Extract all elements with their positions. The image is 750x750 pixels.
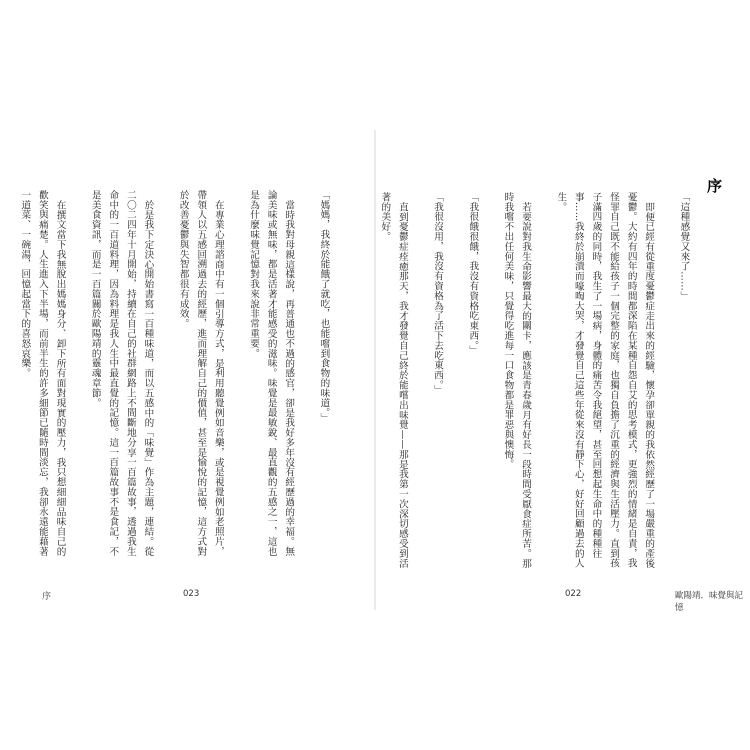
left-folio: 023 <box>183 589 200 599</box>
left-paragraph-2: 當時我對母親這樣說，再普通也不過的感官，卻是我好多年沒有經歷過的幸福。無論美味或無味，都是活著才能感受的滋味。味覺是最敏銳、最直觀的五感之一，這也是為什麼味覺記憶對我來說非常重要。 <box>248 190 295 557</box>
left-paragraph-1: 「媽媽，我終於能餓了就吃，也能嚐到食物的味道。」 <box>318 190 330 423</box>
right-paragraph-6: 直到憂鬱症痊癒那天，我才發覺自己終於能嚐出味覺——那是我第一次深切感受到活著的美好。 <box>379 192 408 568</box>
right-paragraph-2: 即便已經有從重度憂鬱症走出來的經驗，懷孕卻單親的我依然經歷了一場嚴重的產後憂鬱。大約有四年的時間都深陷在某種自怨自艾的思考模式，更強烈的情緒是自責，我怪罪自己既不能給孩子一個完整的家庭，也獨自負擔了沉重的經濟與生活壓力。直到孩子滿四歲的同時，我生了一場病，身體的痛苦令我絕望，甚至回想起生命中的種種往事……我終於崩潰而嚎啕大哭，才發覺自己這些年從來沒有靜下心，好好回顧過去的人生。 <box>555 192 655 569</box>
chapter-title: 序 <box>705 178 723 195</box>
right-paragraph-4: 「我很餓很餓，我沒有資格吃東西。」 <box>467 192 479 356</box>
right-paragraph-5: 「我很沒用，我沒有資格為了活下去吃東西。」 <box>432 192 444 396</box>
left-running-head: 序 <box>42 592 52 602</box>
left-page-body <box>19 190 350 560</box>
right-page-body <box>379 192 710 572</box>
right-folio: 022 <box>565 589 582 599</box>
left-paragraph-3: 在專業心理諮商中有一個引導方式，是利用聽覺例如音樂，或是視覺例如老照片，帶領人以五感回溯過去的經歷，進而理解自己的價值，甚至是愉悅的記憶，這方式對於改善憂鬱與失智都很有成效。 <box>177 190 224 557</box>
right-paragraph-3: 若要說對我生命影響最大的關卡，應該是青春歲月有好長一段時間受厭食症所苦。那時我嚐不出任何美味，只覺得吃進每一口食物都是罪惡與懊悔。 <box>502 192 532 568</box>
left-paragraph-4: 於是我下定決心開始書寫一百種味道，而以五感中的「味覺」作為主題，連結。從二〇二四年十月開始，持續在自己的社群網路上不間斷地分享一百篇故事，透過我生命中的一百道料理，因為料理是我人生中最直覺的記憶。這一百篇故事不是食記，不是美食資訊，而是一百篇關於歐陽靖的靈魂章節。 <box>89 190 154 557</box>
right-page <box>375 0 750 750</box>
right-paragraph-1: 「這種感覺又來了……」 <box>678 192 690 301</box>
left-paragraph-5: 在撰文當下我無脫出媽媽身分、卸下所有面對現實的壓力，我只想細細品味自己的歡笑與痛楚。人生進入下半場，而前半生的許多細節已隨時間淡忘，我卻永遠能藉著一道菜、一碗湯，回憶起當下的喜怒哀樂。 <box>19 190 66 557</box>
right-running-head: 歐陽靖．味覺與記憶 <box>675 591 744 613</box>
